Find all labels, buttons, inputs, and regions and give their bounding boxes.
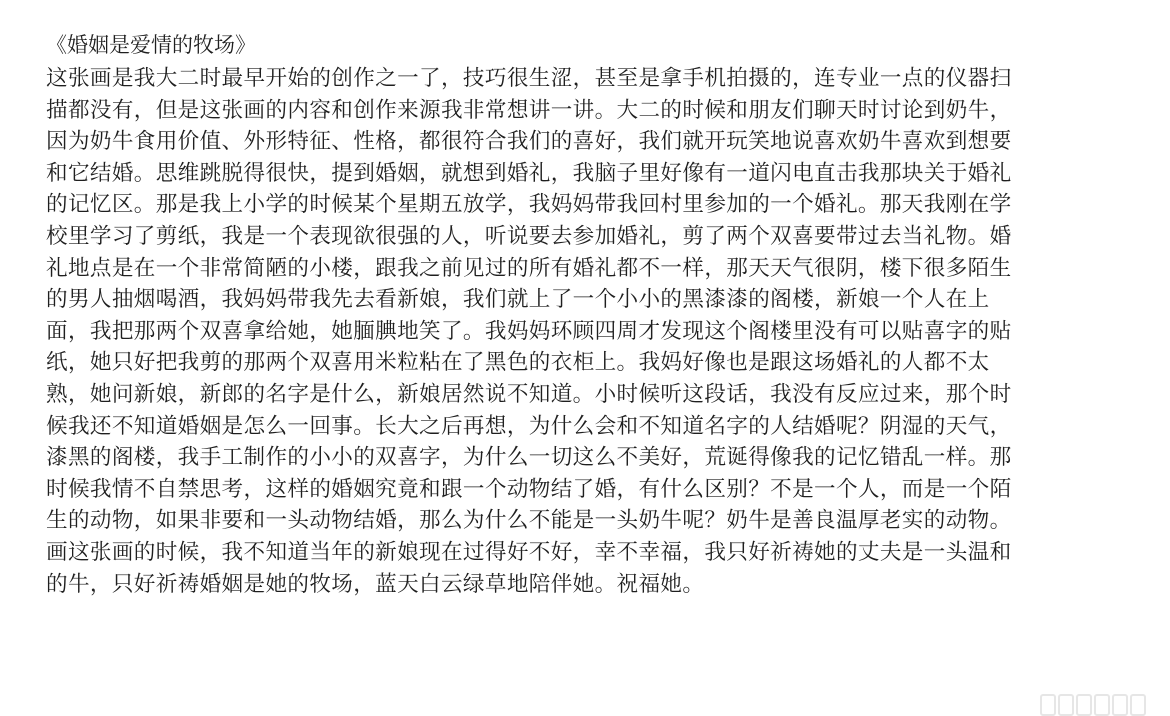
paragraph-line: 画这张画的时候，我不知道当年的新娘现在过得好不好，幸不幸福，我只好祈祷她的丈夫是一头温和 xyxy=(46,539,1012,565)
paragraph-line: 礼地点是在一个非常简陋的小楼，跟我之前见过的所有婚礼都不一样，那天天气很阴，楼下很多陌生 xyxy=(46,255,1012,281)
watermark-glyph xyxy=(1094,694,1110,716)
paragraph-line: 候我还不知道婚姻是怎么一回事。长大之后再想，为什么会和不知道名字的人结婚呢？阴湿的天气， xyxy=(46,413,1012,439)
paragraph-line: 因为奶牛食用价值、外形特征、性格，都很符合我们的喜好，我们就开玩笑地说喜欢奶牛喜欢到想要 xyxy=(46,129,1012,155)
paragraph-line: 的记忆区。那是我上小学的时候某个星期五放学，我妈妈带我回村里参加的一个婚礼。那天我刚在学 xyxy=(46,192,1012,218)
paragraph-line: 熟，她问新娘，新郎的名字是什么，新娘居然说不知道。小时候听这段话，我没有反应过来，那个时 xyxy=(46,381,1012,407)
paragraph-line: 和它结婚。思维跳脱得很快，提到婚姻，就想到婚礼，我脑子里好像有一道闪电直击我那块关于婚礼 xyxy=(46,160,1012,186)
watermark-glyph xyxy=(1112,694,1128,716)
paragraph-line: 时候我情不自禁思考，这样的婚姻究竟和跟一个动物结了婚，有什么区别？不是一个人，而是一个陌 xyxy=(46,476,1012,502)
paragraph-line: 生的动物，如果非要和一头动物结婚，那么为什么不能是一头奶牛呢？奶牛是善良温厚老实的动物。 xyxy=(46,508,1012,534)
paragraph-line: 的男人抽烟喝酒，我妈妈带我先去看新娘，我们就上了一个小小的黑漆漆的阁楼，新娘一个人在上 xyxy=(46,287,990,313)
paragraph-line: 的牛，只好祈祷婚姻是她的牧场，蓝天白云绿草地陪伴她。祝福她。 xyxy=(46,571,705,597)
post-title: 《婚姻是爱情的牧场》 xyxy=(46,33,256,57)
watermark xyxy=(1040,694,1146,716)
paragraph-line: 这张画是我大二时最早开始的创作之一了，技巧很生涩，甚至是拿手机拍摄的，连专业一点的仪器扫 xyxy=(46,66,1012,91)
watermark-glyph xyxy=(1076,694,1092,716)
watermark-glyph xyxy=(1130,694,1146,716)
paragraph-line: 描都没有，但是这张画的内容和创作来源我非常想讲一讲。大二的时候和朋友们聊天时讨论到奶牛， xyxy=(46,97,1012,123)
paragraph-line: 面，我把那两个双喜拿给她，她腼腆地笑了。我妈妈环顾四周才发现这个阁楼里没有可以贴喜字的贴 xyxy=(46,318,1012,344)
watermark-glyph xyxy=(1040,694,1056,716)
post-body xyxy=(46,30,1124,600)
post-paragraph xyxy=(46,63,1124,600)
watermark-glyph xyxy=(1058,694,1074,716)
paragraph-line: 漆黑的阁楼，我手工制作的小小的双喜字，为什么一切这么不美好，荒诞得像我的记忆错乱一样。那 xyxy=(46,445,1012,471)
paragraph-line: 校里学习了剪纸，我是一个表现欲很强的人，听说要去参加婚礼，剪了两个双喜要带过去当礼物。婚 xyxy=(46,223,1012,249)
paragraph-line: 纸，她只好把我剪的那两个双喜用米粒粘在了黑色的衣柜上。我妈好像也是跟这场婚礼的人都不太 xyxy=(46,350,990,376)
